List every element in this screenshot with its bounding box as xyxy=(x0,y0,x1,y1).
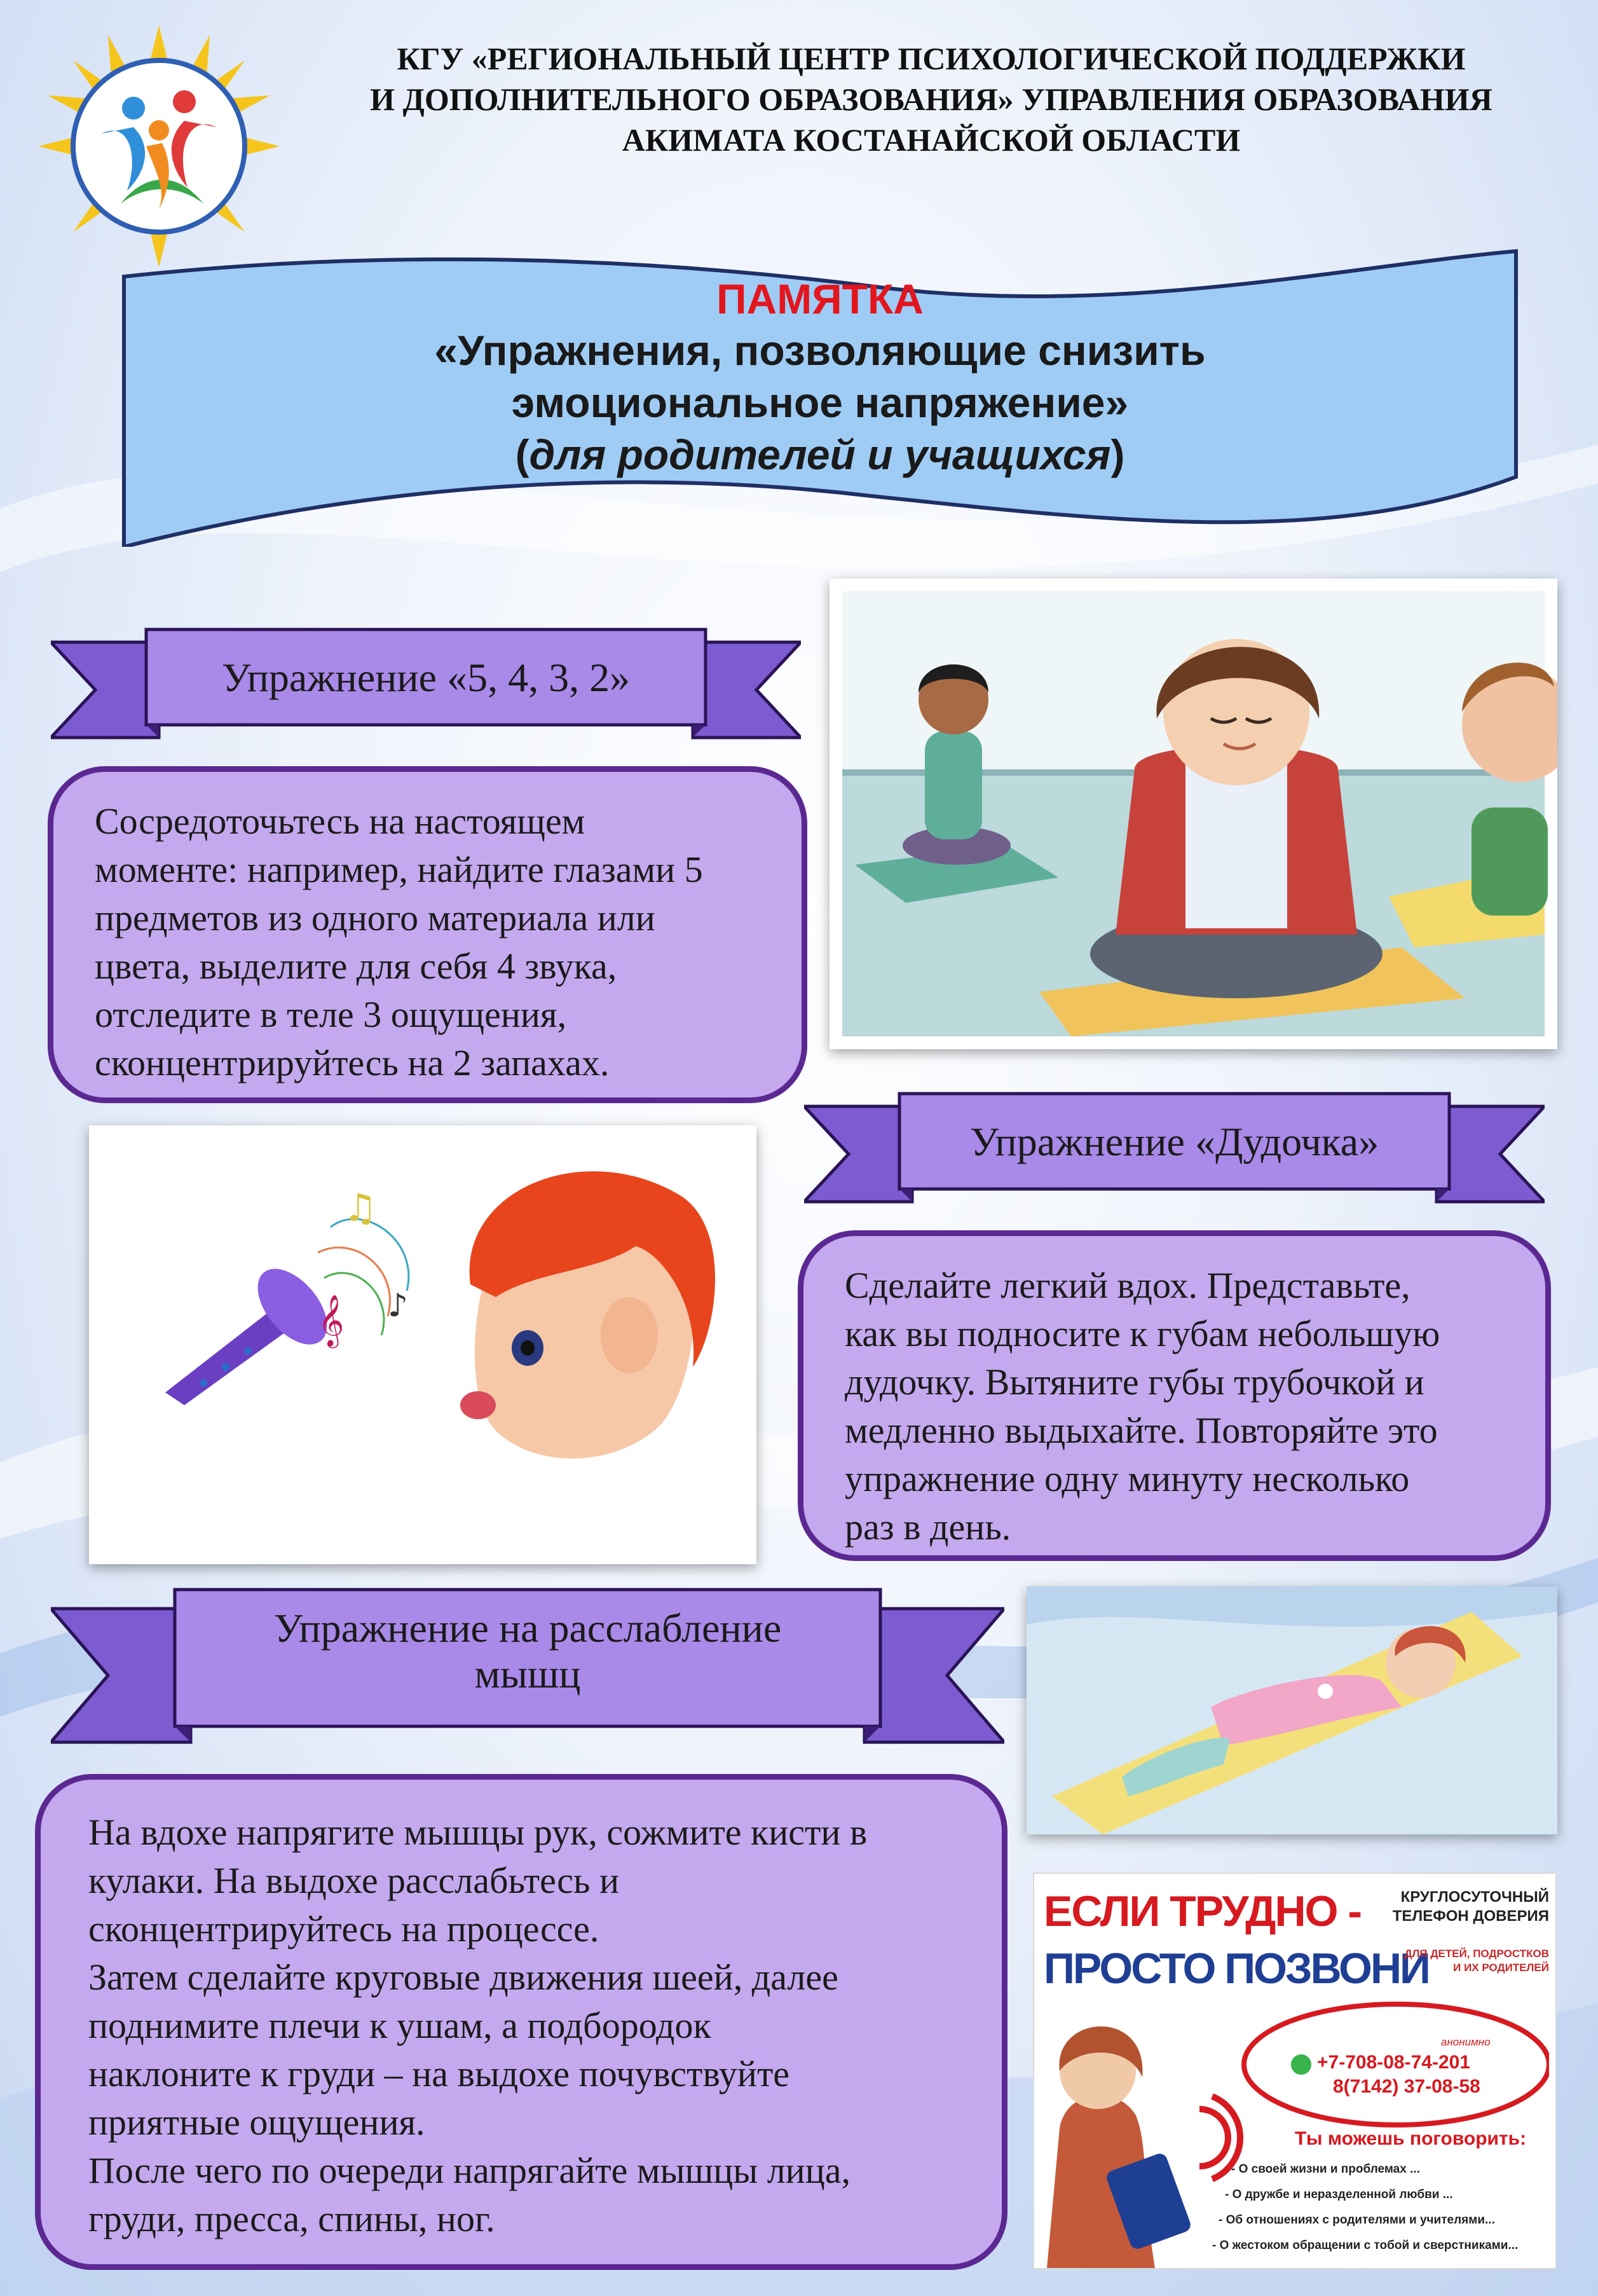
meditation-illustration xyxy=(830,579,1557,1049)
organization-line-2: И ДОПОЛНИТЕЛЬНОГО ОБРАЗОВАНИЯ» УПРАВЛЕНИЯ ОБРАЗОВАНИЯ xyxy=(370,81,1492,117)
organization-name xyxy=(280,38,1583,160)
hotline-topics xyxy=(1212,2157,1518,2258)
exercise-2-line: упражнение одну минуту несколько xyxy=(845,1458,1410,1499)
exercise-3-line: груди, пресса, спины, ног. xyxy=(88,2198,495,2239)
exercise-3-line: сконцентрируйтесь на процессе. xyxy=(88,1908,599,1949)
hotline-talk-heading: Ты можешь поговорить: xyxy=(1295,2128,1527,2149)
exercise-1-line: цвета, выделите для себя 4 звука, xyxy=(95,945,617,987)
pipe-breathing-illustration xyxy=(89,1125,756,1564)
organization-line-1: КГУ «РЕГИОНАЛЬНЫЙ ЦЕНТР ПСИХОЛОГИЧЕСКОЙ ПОДДЕРЖКИ xyxy=(397,41,1466,76)
hotline-poster xyxy=(1033,1873,1557,2269)
exercise-1-line: Сосредоточьтесь на настоящем xyxy=(95,801,585,842)
hotline-headline-2: ПРОСТО ПОЗВОНИ xyxy=(1044,1944,1429,1993)
exercise-2-line: как вы подносите к губам небольшую xyxy=(845,1313,1440,1354)
exercise-1-line: отследите в теле 3 ощущения, xyxy=(95,994,567,1035)
exercise-3-line: кулаки. На выдохе расслабьтесь и xyxy=(88,1860,619,1901)
exercise-3-line: Затем сделайте круговые движения шеей, далее xyxy=(88,1956,838,1998)
title-line-2: эмоциональное напряжение» xyxy=(511,379,1129,426)
title-block xyxy=(121,273,1519,481)
exercise-3-card xyxy=(35,1774,1007,2270)
hotline-service-line-2: ТЕЛЕФОН ДОВЕРИЯ xyxy=(1392,1908,1549,1925)
exercise-3-line: После чего по очереди напрягайте мышцы лица, xyxy=(88,2150,850,2191)
exercise-1-heading: Упражнение «5, 4, 3, 2» xyxy=(221,655,631,700)
hotline-topic: - О дружбе и неразделенной любви ... xyxy=(1225,2188,1453,2201)
exercise-3-line: приятные ощущения. xyxy=(88,2101,425,2143)
exercise-3-line: наклоните к груди – на выдохе почувствуйте xyxy=(88,2053,790,2094)
organization-logo xyxy=(38,25,280,267)
exercise-2-heading: Упражнение «Дудочка» xyxy=(969,1119,1379,1164)
hotline-phone-1: +7-708-08-74-201 xyxy=(1317,2052,1471,2073)
title-line-1: «Упражнения, позволяющие снизить xyxy=(434,327,1206,374)
exercise-2-line: дудочку. Вытяните губы трубочкой и xyxy=(845,1361,1424,1403)
exercise-2-line: раз в день. xyxy=(845,1506,1011,1548)
exercise-3-heading xyxy=(175,1605,880,1697)
hotline-headline-1: ЕСЛИ ТРУДНО - xyxy=(1044,1887,1362,1935)
hotline-phone-2: 8(7142) 37-08-58 xyxy=(1333,2076,1480,2097)
svg-text:♫: ♫ xyxy=(343,1186,378,1230)
svg-text:𝄞: 𝄞 xyxy=(318,1294,345,1346)
hotline-topic: - Об отношениях с родителями и учителями... xyxy=(1219,2213,1495,2227)
hotline-anonymous: анонимно xyxy=(1441,2036,1491,2048)
hotline-audience-line-2: И ИХ РОДИТЕЛЕЙ xyxy=(1453,1962,1549,1974)
title-label: ПАМЯТКА xyxy=(716,275,924,322)
svg-text:♪: ♪ xyxy=(388,1287,408,1324)
hotline-topic: - О жестоком обращении с тобой и сверстниками... xyxy=(1212,2239,1519,2252)
exercise-1-line: предметов из одного материала или xyxy=(95,897,655,938)
exercise-2-line: Сделайте легкий вдох. Представьте, xyxy=(845,1265,1410,1306)
exercise-1-line: моменте: например, найдите глазами 5 xyxy=(95,849,703,890)
title-audience: (для родителей и учащихся) xyxy=(515,431,1125,478)
hotline-audience-line-1: ДЛЯ ДЕТЕЙ, ПОДРОСТКОВ xyxy=(1404,1948,1549,1960)
exercise-2-line: медленно выдыхайте. Повторяйте это xyxy=(845,1410,1438,1451)
relaxation-illustration xyxy=(1027,1586,1557,1834)
exercise-1-ribbon xyxy=(51,623,801,750)
organization-line-3: АКИМАТА КОСТАНАЙСКОЙ ОБЛАСТИ xyxy=(622,122,1241,158)
hotline-service xyxy=(1377,1888,1549,1926)
exercise-3-ribbon xyxy=(51,1583,1004,1755)
whatsapp-icon xyxy=(1291,2054,1311,2075)
exercise-3-line: На вдохе напрягите мышцы рук, сожмите кисти в xyxy=(88,1811,868,1853)
hotline-audience xyxy=(1377,1947,1549,1975)
exercise-3-heading-line-1: Упражнение на расслабление xyxy=(273,1605,782,1651)
hotline-service-line-1: КРУГЛОСУТОЧНЫЙ xyxy=(1400,1888,1549,1906)
exercise-1-card xyxy=(48,766,807,1103)
exercise-3-heading-line-2: мышц xyxy=(474,1651,581,1696)
exercise-2-card xyxy=(798,1230,1551,1561)
exercise-2-ribbon xyxy=(804,1087,1545,1214)
hotline-topic: - О своей жизни и проблемах ... xyxy=(1231,2162,1420,2176)
exercise-1-line: сконцентрируйтесь на 2 запахах. xyxy=(95,1042,610,1083)
exercise-3-line: поднимите плечи к ушам, а подбородок xyxy=(88,2005,711,2046)
